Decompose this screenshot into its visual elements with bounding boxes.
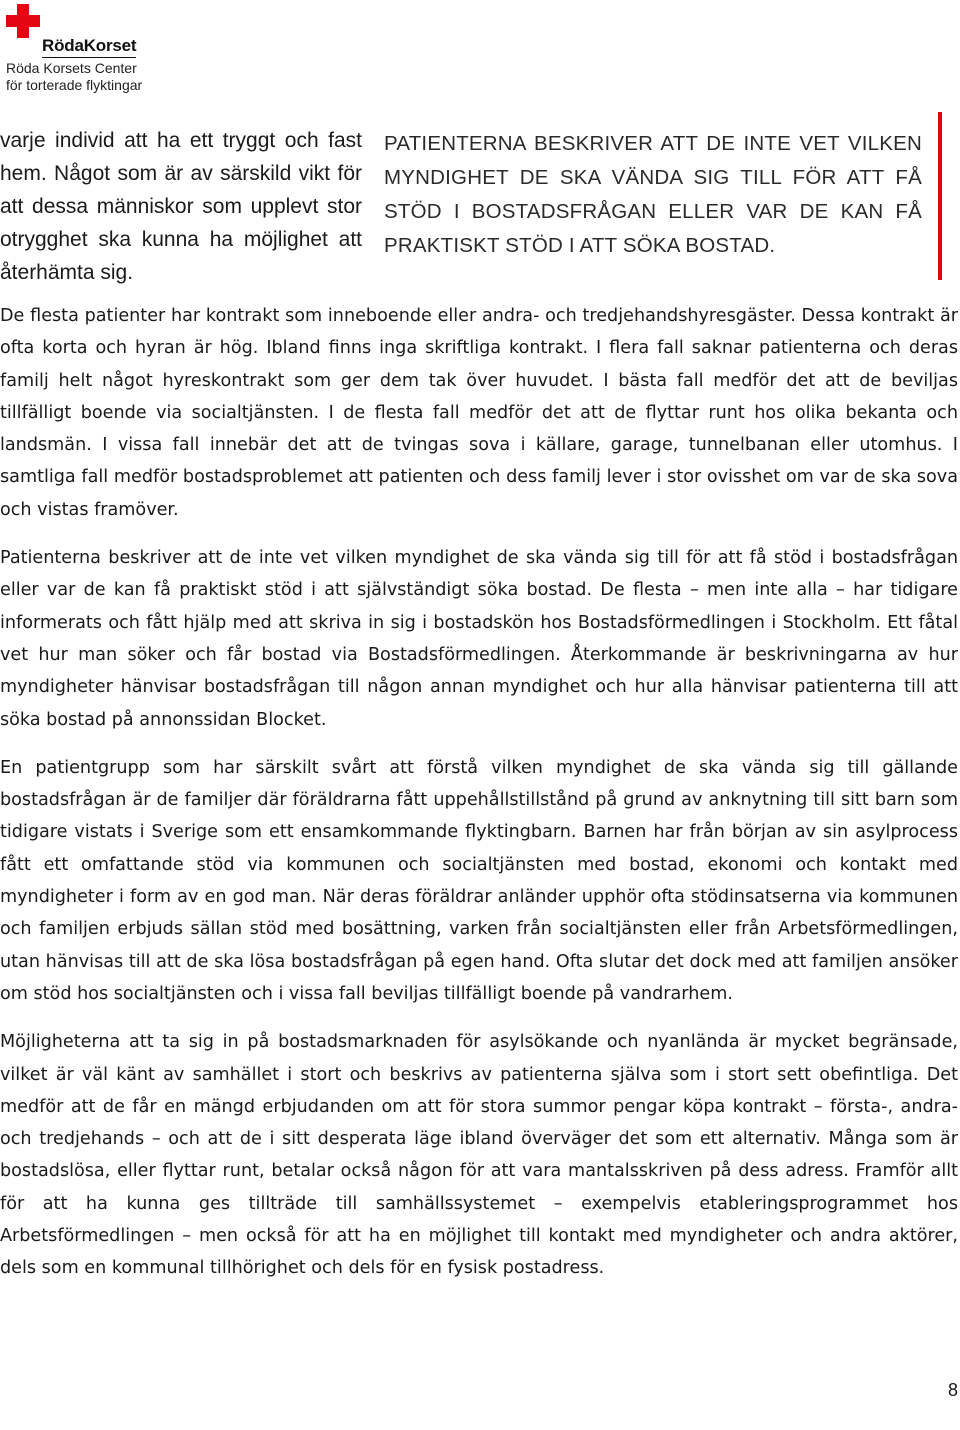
paragraph: De flesta patienter har kontrakt som inneboende eller andra- och tredjehandshyresgäster. Dessa kontrakt är ofta korta och hyran är hög. Ibland finns inga skriftliga kontrakt. I flera fall saknar patienterna och deras familj helt något hyreskontrakt som ger dem tak över huvudet. I bästa fall medför det att de beviljas tillfälligt boende via socialtjänsten. I de flesta fall medför det att de flyttar runt hos olika bekanta och landsmän. I vissa fall innebär det att de tvingas sova i källare, garage, tunnelbanan eller utomhus. I samtliga fall medför bostadsproblemet att patienten och dess familj lever i stor ovisshet om var de ska sova och vistas framöver. [0,306,958,520]
body-text [0,300,958,1301]
paragraph: En patientgrupp som har särskilt svårt att förstå vilken myndighet de ska vända sig till gällande bostadsfrågan är de familjer där föräldrarna fått uppehållstillstånd på grund av anknytning till sitt barn som tidigare vistats i Sverige som ett ensamkommande flyktingbarn. Barnen har från början av sin asylprocess fått ett omfattande stöd via kommunen och socialtjänsten med bostad, ekonomi och kontakt med myndigheter i form av en god man. När deras föräldrar anländer upphör ofta stödinsatserna via kommunen och familjen erbjuds sällan stöd med bosättning, varken från socialtjänsten eller från Arbetsförmedlingen, utan hänvisas till att de ska lösa bostadsfrågan på egen hand. Ofta slutar det dock med att familjen ansöker om stöd hos socialtjänsten och i vissa fall beviljas tillfälligt boende på vandrarhem. [0,757,958,1004]
intro-fragment: varje individ att ha ett tryggt och fast hem. Något som är av särskild vikt för att dessa människor som upplevt stor otrygghet ska kunna ha möjlighet att återhämta sig. [0,129,362,284]
page-number: 8 [947,1380,958,1400]
redcross-logo [6,4,166,94]
logo-brand: RödaKorset [42,36,136,58]
pull-quote-accent-bar [938,112,942,280]
logo-subtitle-line2: för torterade flyktingar [6,77,143,93]
paragraph: Patienterna beskriver att de inte vet vilken myndighet de ska vända sig till för att få stöd i bostadsfrågan eller var de kan få praktiskt stöd i att självständigt söka bostad. De flesta – men inte alla – har tidigare informerats och fått hjälp med att skriva in sig i bostadskön hos Bostadsförmedlingen i Stockholm. Ett fåtal vet hur man söker och får bostad via Bostadsförmedlingen. Återkommande är beskrivningarna av hur myndigheter hänvisar bostadsfrågan till någon annan myndighet och hur alla hänvisar patienterna till att söka bostad på annonssidan Blocket. [0,548,958,730]
red-cross-icon [6,4,40,38]
pull-quote: PATIENTERNA BESKRIVER ATT DE INTE VET VILKEN MYNDIGHET DE SKA VÄNDA SIG TILL FÖR ATT FÅ STÖD I BOSTADSFRÅGAN ELLER VAR DE KAN FÅ PRAKTISKT STÖD I ATT SÖKA BOSTAD. [384,132,922,257]
paragraph: Möjligheterna att ta sig in på bostadsmarknaden för asylsökande och nyanlända är mycket begränsade, vilket är väl känt av samhället i stort och beskrivs av patienterna själva som i stort sett obefintliga. Det medför att de får en mängd erbjudanden om att för stora summor pengar köpa kontrakt – första-, andra- och tredjehands – och att de i sitt desperata läge ibland överväger det som ett alternativ. Många som är bostadslösa, eller flyttar runt, betalar också någon för att vara mantalsskriven på dess adress. Framför allt för att ha kunna ges tillträde till samhällssystemet – exempelvis etableringsprogrammet hos Arbetsförmedlingen – men också för att ha en möjlighet till kontakt med myndigheter och andra aktörer, dels som en kommunal tillhörighet och dels för en fysisk postadress. [0,1032,958,1279]
logo-subtitle-line1: Röda Korsets Center [6,60,137,76]
